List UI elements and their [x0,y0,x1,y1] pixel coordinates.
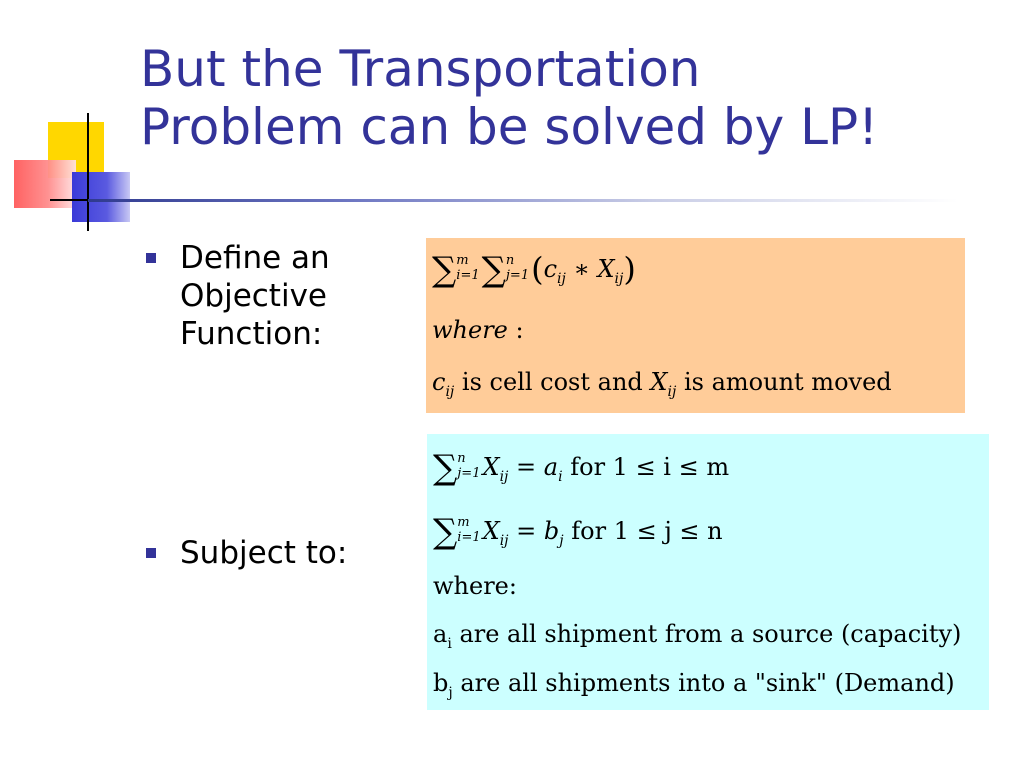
title-underline [88,199,958,202]
bullet-objective-text: Define an Objective Function: [180,240,330,352]
bullet-square-icon [146,548,156,558]
sum-symbol: ∑ [432,250,457,290]
amount-var: X [597,255,615,283]
blue-square [72,172,130,222]
objective-description: $c_{ij}$ is cell cost and $X_{ij}$ is amount moved [432,368,892,400]
sum-symbol: ∑ [433,512,458,552]
sum-symbol: ∑ [433,448,458,488]
sum-limits: m i=1 [456,252,480,283]
objective-where: where : [432,316,524,344]
vertical-rule [87,113,89,231]
objective-formula: ∑ m i=1 ∑ n j=1 ($c_{ij}$ ∗ $X_{ij}$) [432,250,636,290]
cost-var: c [543,255,558,283]
constraints-where: where: [433,572,517,600]
sum-limits: m i=1 [457,514,481,545]
slide-title [140,40,1000,156]
supply-constraint: ∑ n j=1 $X_{ij} = a_i$ for 1 ≤ i ≤ m [433,448,730,488]
bullet-constraints-text: Subject to: [180,535,348,571]
constraints-box [427,434,989,710]
bullet-objective [146,239,386,353]
objective-function-box [426,238,965,413]
title-line-2: Problem can be solved by LP! [140,98,879,156]
note-demand: $b_j$ are all shipments into a "sink" (Demand) [433,669,955,701]
slide-logo-decoration [0,0,140,240]
note-supply: $a_i$ are all shipment from a source (capacity) [433,620,962,652]
sum-symbol: ∑ [481,250,506,290]
times-operator: ∗ [573,255,590,283]
title-line-1: But the Transportation [140,40,701,98]
bullet-constraints [146,534,406,572]
sum-limits: n j=1 [505,252,530,283]
demand-constraint: ∑ m i=1 $X_{ij} = b_j$ for 1 ≤ j ≤ n [433,512,723,552]
sum-limits: n j=1 [457,450,481,481]
bullet-square-icon [146,253,156,263]
